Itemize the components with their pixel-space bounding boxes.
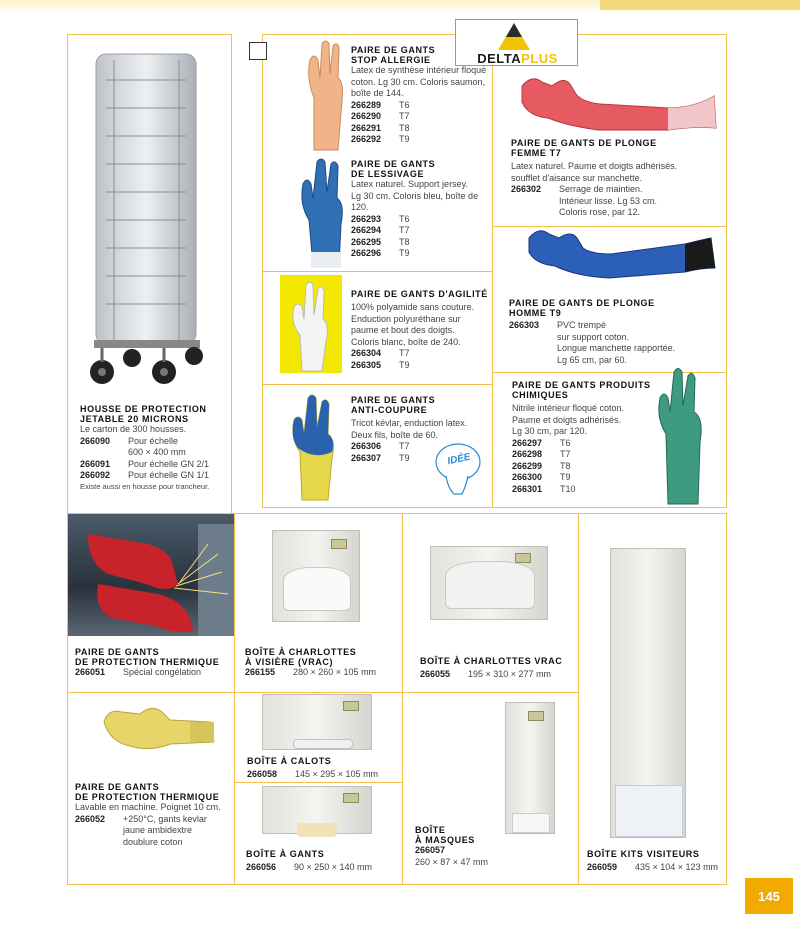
ref-value: T10 <box>560 483 576 494</box>
product-desc: 100% polyamide sans couture. <box>351 302 475 312</box>
product-title: HOUSSE DE PROTECTION <box>80 404 207 414</box>
ref-code: 266293 <box>351 213 382 224</box>
ref-value: T8 <box>399 236 410 247</box>
ref-value: doublure coton <box>123 836 183 847</box>
product-title: PAIRE DE GANTS DE PLONGE <box>511 138 657 148</box>
ref-code: 266291 <box>351 122 382 133</box>
product-desc: Latex de synthèse intérieur floqué <box>351 65 487 75</box>
ref-value: 260 × 87 × 47 mm <box>415 856 489 867</box>
product-title: ANTI-COUPURE <box>351 405 428 415</box>
product-title: JETABLE 20 MICRONS <box>80 414 189 424</box>
ref-value: Lg 65 cm, par 60. <box>557 354 628 365</box>
product-title: HOMME T9 <box>509 308 562 318</box>
kits-text <box>587 849 727 874</box>
green-glove-image <box>652 362 712 506</box>
masks-box-image <box>505 702 555 834</box>
product-desc: paume et bout des doigts. <box>351 325 455 335</box>
ref-value: 600 × 400 mm <box>128 447 186 457</box>
product-title: PAIRE DE GANTS <box>75 647 160 657</box>
yellow-blue-glove-image <box>284 390 344 502</box>
salmon-glove-image <box>300 38 348 153</box>
product-title: À MASQUES <box>415 835 475 845</box>
product-title: PAIRE DE GANTS PRODUITS <box>512 380 651 390</box>
ref-code: 266295 <box>351 236 382 247</box>
ref-value: Pour échelle <box>128 435 179 446</box>
product-title: PAIRE DE GANTS DE PLONGE <box>509 298 655 308</box>
idee-badge <box>428 440 484 498</box>
ref-code: 266091 <box>80 458 111 469</box>
product-title: PAIRE DE GANTS <box>351 159 436 169</box>
thermique2-text <box>75 782 233 848</box>
deltaplus-logo: DELTAPLUS <box>455 19 578 66</box>
product-desc: Tricot kévlar, enduction latex. <box>351 418 468 428</box>
ref-code: 266057 <box>415 845 446 855</box>
product-title: STOP ALLERGIE <box>351 55 431 65</box>
ref-code: 266290 <box>351 111 382 121</box>
ref-code: 266294 <box>351 225 382 235</box>
ref-value: Intérieur lisse. Lg 53 cm. <box>559 195 658 206</box>
charlottes-vrac-box-image <box>430 546 548 620</box>
product-title: BOÎTE À CHARLOTTES VRAC <box>420 656 563 666</box>
gloves-box-image <box>262 786 372 834</box>
charlottes-visiere-text <box>245 647 400 679</box>
calots-box-image <box>262 694 372 750</box>
product-title: PAIRE DE GANTS D'AGILITÉ <box>351 289 488 299</box>
ref-value: Longue manchette rapportée. <box>557 343 676 353</box>
masques-text <box>415 825 510 868</box>
ref-code: 266056 <box>246 862 277 872</box>
ref-code: 266303 <box>509 320 540 330</box>
agilite-text <box>351 289 491 371</box>
ref-code: 266298 <box>512 449 543 459</box>
ref-code: 266058 <box>247 769 278 779</box>
product-title: BOÎTE À CALOTS <box>247 756 332 766</box>
ref-value: +250°C, gants kevlar <box>123 813 207 824</box>
ref-value: 435 × 104 × 123 mm <box>635 862 719 872</box>
ref-code: 266059 <box>587 862 618 872</box>
ref-code: 266092 <box>80 470 111 480</box>
ref-value: T9 <box>399 134 410 144</box>
ref-value: 90 × 250 × 140 mm <box>294 862 373 872</box>
welding-gloves-photo <box>68 514 234 636</box>
product-desc: soufflet d'aisance sur manchette. <box>511 172 643 183</box>
product-title: BOÎTE À CHARLOTTES <box>245 647 357 657</box>
ref-value: 280 × 260 × 105 mm <box>293 667 377 677</box>
blue-glove-image <box>295 154 350 269</box>
ref-value: T9 <box>399 359 410 370</box>
product-title: FEMME T7 <box>511 148 562 158</box>
charlottes-visiere-box-image <box>272 530 360 622</box>
product-title: PAIRE DE GANTS <box>351 45 436 55</box>
ref-value: Pour échelle GN 2/1 <box>128 458 210 469</box>
product-title: À VISIÈRE (VRAC) <box>245 657 334 667</box>
housse-text <box>80 404 230 491</box>
ref-code: 266302 <box>511 184 542 194</box>
product-desc: Lg 30 cm. Coloris bleu, boîte de <box>351 190 479 201</box>
thermique1-text <box>75 647 230 679</box>
ref-code: 266307 <box>351 452 382 463</box>
ref-value: T8 <box>560 460 571 471</box>
product-desc: Lg 30 cm, par 120. <box>512 426 588 436</box>
ref-value: sur support coton. <box>557 331 630 342</box>
product-desc: Lavable en machine. Poignet 10 cm. <box>75 802 221 812</box>
ref-code: 266289 <box>351 99 382 110</box>
ref-value: T9 <box>560 472 571 482</box>
ref-code: 266305 <box>351 359 382 370</box>
ref-value: T7 <box>399 348 410 358</box>
ref-code: 266300 <box>512 472 543 482</box>
checkbox-square <box>249 42 267 60</box>
page-number: 145 <box>745 878 793 914</box>
stop-allergie-text <box>351 45 491 146</box>
product-desc: coton. Lg 30 cm. Coloris saumon, <box>351 76 486 87</box>
product-desc: boîte de 144. <box>351 88 404 98</box>
ref-value: T6 <box>399 99 410 110</box>
ref-value: T8 <box>399 122 410 133</box>
ref-value: Spécial congélation <box>123 667 202 677</box>
ref-value: 145 × 295 × 105 mm <box>295 769 379 779</box>
ref-code: 266155 <box>245 667 276 677</box>
kevlar-glove-image <box>100 700 220 755</box>
product-desc: Paume et doigts adhérisés. <box>512 414 622 425</box>
ref-value: T9 <box>399 452 410 463</box>
ref-value: PVC trempé <box>557 320 607 330</box>
ref-value: T7 <box>560 449 571 459</box>
ref-code: 266051 <box>75 667 106 677</box>
ref-value: jaune ambidextre <box>123 825 193 835</box>
product-desc: Enduction polyuréthane sur <box>351 313 461 324</box>
ref-code: 266304 <box>351 348 382 358</box>
white-glove-image <box>280 275 342 373</box>
product-title: PAIRE DE GANTS <box>351 395 436 405</box>
pink-long-glove-image <box>518 72 718 140</box>
product-desc: Deux fils, boîte de 60. <box>351 429 439 440</box>
ref-code: 266297 <box>512 437 543 448</box>
trolley-cover-image <box>84 50 209 390</box>
product-title: BOÎTE <box>415 825 446 835</box>
product-desc: Nitrile intérieur floqué coton. <box>512 403 625 413</box>
product-title: PAIRE DE GANTS <box>75 782 160 792</box>
product-desc: Coloris blanc, boîte de 240. <box>351 336 461 347</box>
blue-long-glove-image <box>525 224 720 286</box>
product-title: CHIMIQUES <box>512 390 569 400</box>
ref-code: 266052 <box>75 813 106 824</box>
top-strip <box>600 0 800 10</box>
ref-code: 266301 <box>512 483 543 494</box>
plonge-femme-text <box>511 138 723 219</box>
ref-value: Coloris rose, par 12. <box>559 207 641 217</box>
ref-value: T7 <box>399 111 410 121</box>
product-title: DE LESSIVAGE <box>351 169 425 179</box>
product-desc: Latex naturel. Support jersey. <box>351 179 468 189</box>
product-desc: Latex naturel. Paume et doigts adhérisés. <box>511 161 678 171</box>
product-title: BOÎTE À GANTS <box>246 849 325 859</box>
ref-code: 266055 <box>420 669 451 679</box>
product-title: DE PROTECTION THERMIQUE <box>75 792 220 802</box>
ref-code: 266299 <box>512 460 543 471</box>
ref-value: T6 <box>560 437 571 448</box>
visitor-kits-box-image <box>610 548 686 838</box>
plonge-homme-text <box>509 298 723 366</box>
calots-text <box>247 756 399 781</box>
ref-value: T6 <box>399 213 410 224</box>
product-desc: Le carton de 300 housses. <box>80 424 187 434</box>
ref-code: 266090 <box>80 435 111 446</box>
ref-value: T7 <box>399 441 410 451</box>
product-title: DE PROTECTION THERMIQUE <box>75 657 220 667</box>
ref-code: 266292 <box>351 134 382 144</box>
product-title: BOÎTE KITS VISITEURS <box>587 849 700 859</box>
chimiques-text <box>512 380 662 495</box>
ref-value: Serrage de maintien. <box>559 184 643 194</box>
ref-value: Pour échelle GN 1/1 <box>128 470 210 480</box>
lessivage-text <box>351 159 491 260</box>
ref-value: T7 <box>399 225 410 235</box>
charlottes-vrac-text <box>420 656 575 681</box>
idee-label: IDÉE <box>446 451 472 468</box>
ref-code: 266306 <box>351 441 382 451</box>
product-desc: 120. <box>351 202 369 212</box>
ref-code: 266296 <box>351 248 382 258</box>
product-note: Existe aussi en housse pour trancheur. <box>80 481 210 491</box>
gants-box-text <box>246 849 398 874</box>
ref-value: T9 <box>399 248 410 258</box>
ref-value: 195 × 310 × 277 mm <box>468 669 552 679</box>
